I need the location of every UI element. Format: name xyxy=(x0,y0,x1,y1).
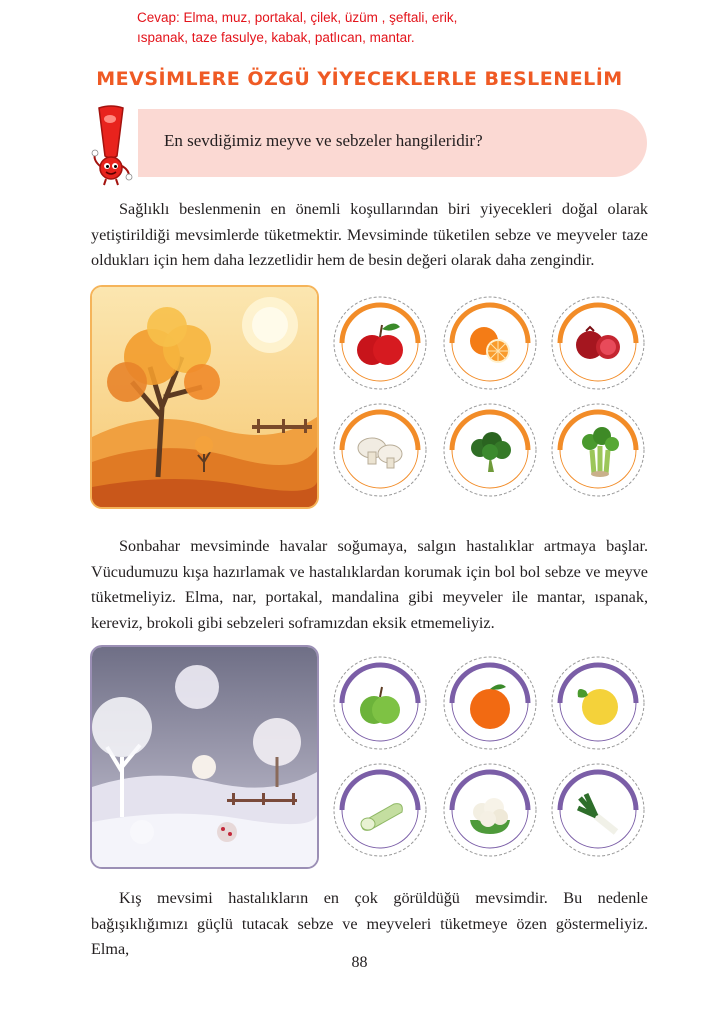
orange-icon xyxy=(442,295,538,391)
answer-line-2: ıspanak, taze fasulye, kabak, patlıcan, mantar. xyxy=(137,30,415,45)
quince-icon xyxy=(550,655,646,751)
page-title: MEVSİMLERE ÖZGÜ YİYECEKLERLE BESLENELİM xyxy=(96,68,623,90)
page-number: 88 xyxy=(351,954,368,971)
green-apple-icon xyxy=(332,655,428,751)
cauliflower-icon xyxy=(442,762,538,858)
answer-line-1: Cevap: Elma, muz, portakal, çilek, üzüm , şeftali, erik, xyxy=(137,10,458,25)
red-apple-icon xyxy=(332,295,428,391)
exclamation-mascot-icon xyxy=(88,104,134,186)
paragraph-autumn: Sonbahar mevsiminde havalar soğumaya, salgın hastalıklar artmaya başlar. Vücudumuzu kışa hazırlamak ve hastalıklardan korumak için bol bol sebze ve meyve tüketmeliyiz. Elma, nar, portakal, mandalina gibi meyveler ile mantar, ıspanak, kereviz, brokoli gibi sebzeleri soframızdan eksik etmemeliyiz. xyxy=(91,537,648,632)
winter-landscape-image xyxy=(90,645,319,869)
orange-icon xyxy=(442,655,538,751)
mushroom-icon xyxy=(332,402,428,498)
pomegranate-icon xyxy=(550,295,646,391)
autumn-landscape-image xyxy=(90,285,319,509)
paragraph-intro: Sağlıklı beslenmenin en önemli koşullarından biri yiyecekleri doğal olarak yetiştirildiği mevsimlerde tüketmektir. Mevsiminde tüketilen sebze ve meyveler taze oldukları için hem daha lezzetlidir hem de besin değeri olarak daha zengindir. xyxy=(91,200,648,269)
celery-icon xyxy=(550,402,646,498)
answer-note xyxy=(137,8,557,48)
paragraph-winter: Kış mevsimi hastalıkların en çok görüldüğü mevsimdir. Bu nedenle bağışıklığımızı güçlü tutacak sebze ve meyveleri tüketmeye özen göstermeliyiz. Elma, xyxy=(91,889,648,958)
question-text: En sevdiğimiz meyve ve sebzeler hangileridir? xyxy=(164,131,483,150)
leek-icon xyxy=(550,762,646,858)
broccoli-icon xyxy=(442,402,538,498)
zucchini-icon xyxy=(332,762,428,858)
